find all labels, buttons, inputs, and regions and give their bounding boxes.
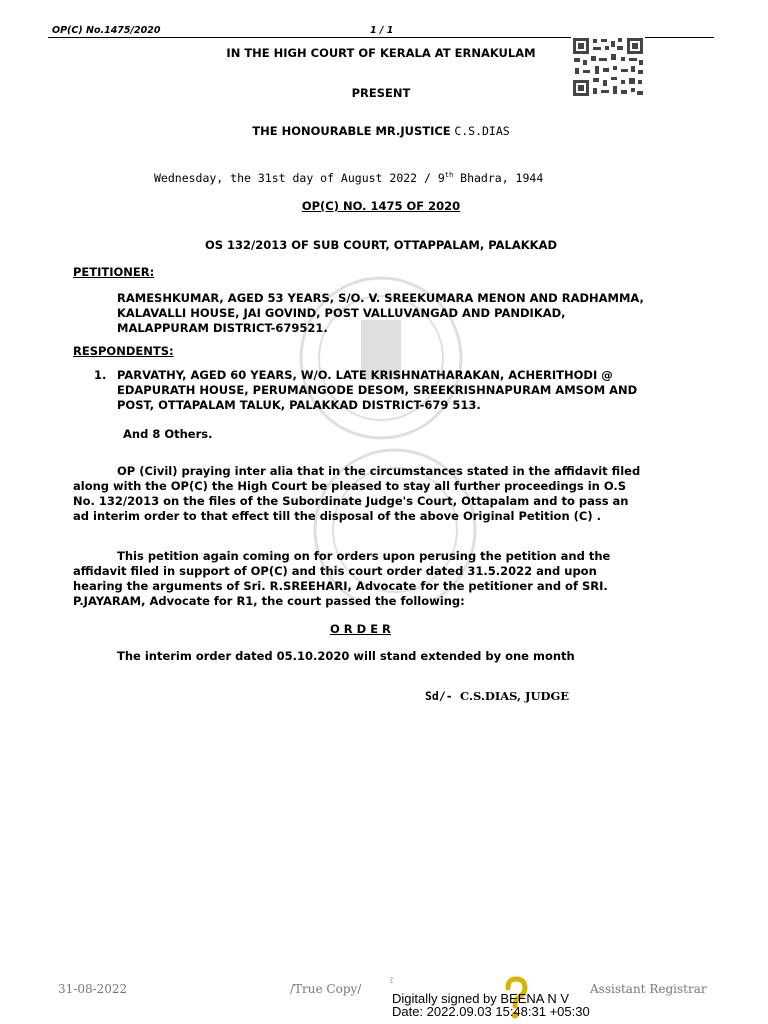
hearing-paragraph bbox=[73, 549, 673, 609]
judge-signature-name: C.S.DIAS, JUDGE bbox=[460, 689, 570, 703]
prayer-line: ad interim order to that effect till the disposal of the above Original Petition (C) . bbox=[73, 509, 601, 523]
sign-mark-icon: ⟟ bbox=[390, 976, 394, 986]
signature-line bbox=[425, 689, 569, 703]
petitioner-line: KALAVALLI HOUSE, JAI GOVIND, POST VALLUVANGAD AND PANDIKAD, bbox=[117, 306, 566, 320]
header-page-number: 1 / 1 bbox=[370, 25, 394, 36]
footer-assistant-registrar: Assistant Registrar bbox=[590, 982, 707, 996]
petitioner-label: PETITIONER: bbox=[73, 265, 155, 279]
header-case-ref: OP(C) No.1475/2020 bbox=[52, 25, 161, 36]
case-number: OP(C) NO. 1475 OF 2020 bbox=[301, 199, 461, 213]
respondent-address bbox=[117, 368, 637, 413]
prayer-line: No. 132/2013 on the files of the Subordinate Judge's Court, Ottapalam and to pass an bbox=[73, 494, 629, 508]
present-label: PRESENT bbox=[351, 86, 411, 100]
hearing-line: hearing the arguments of Sri. R.SREEHARI, Advocate for the petitioner and of SRI. bbox=[73, 579, 608, 593]
digital-signature-name: Digitally signed by BEENA N V bbox=[392, 991, 570, 1006]
os-line: OS 132/2013 OF SUB COURT, OTTAPPALAM, PALAKKAD bbox=[204, 238, 558, 252]
respondent-line: PARVATHY, AGED 60 YEARS, W/O. LATE KRISHNATHARAKAN, ACHERITHODI @ bbox=[117, 368, 613, 382]
sd-prefix: Sd/- bbox=[425, 689, 453, 703]
date-prefix: Wednesday, the 31st day of August 2022 / 9 bbox=[154, 171, 445, 185]
respondents-label: RESPONDENTS: bbox=[73, 344, 174, 358]
prayer-line: OP (Civil) praying inter alia that in the circumstances stated in the affidavit filed bbox=[117, 464, 641, 478]
court-title: IN THE HIGH COURT OF KERALA AT ERNAKULAM bbox=[226, 46, 536, 60]
petitioner-line: RAMESHKUMAR, AGED 53 YEARS, S/O. V. SREEKUMARA MENON AND RADHAMMA, bbox=[117, 291, 644, 305]
date-line bbox=[154, 171, 543, 185]
order-heading: O R D E R bbox=[330, 622, 391, 636]
order-text: The interim order dated 05.10.2020 will stand extended by one month bbox=[117, 649, 575, 663]
footer-true-copy: /True Copy/ bbox=[290, 982, 362, 996]
hearing-line: P.JAYARAM, Advocate for R1, the court passed the following: bbox=[73, 594, 465, 608]
others-note: And 8 Others. bbox=[123, 427, 213, 441]
petitioner-line: MALAPPURAM DISTRICT-679521. bbox=[117, 321, 328, 335]
prayer-line: along with the OP(C) the High Court be pleased to stay all further proceedings in O.S bbox=[73, 479, 627, 493]
date-superscript: th bbox=[444, 171, 454, 180]
judge-name: C.S.DIAS bbox=[454, 124, 510, 138]
petitioner-address bbox=[117, 291, 644, 336]
prayer-paragraph bbox=[73, 464, 673, 524]
respondent-line: POST, OTTAPALAM TALUK, PALAKKAD DISTRICT-679 513. bbox=[117, 398, 481, 412]
footer-date: 31-08-2022 bbox=[58, 982, 128, 996]
digital-signature-date: Date: 2022.09.03 15:48:31 +05:30 bbox=[392, 1004, 590, 1019]
date-suffix: Bhadra, 1944 bbox=[453, 171, 544, 185]
hearing-line: affidavit filed in support of OP(C) and this court order dated 31.5.2022 and upon bbox=[73, 564, 597, 578]
judge-title: THE HONOURABLE MR.JUSTICE bbox=[252, 124, 451, 138]
respondent-number: 1. bbox=[94, 368, 107, 382]
hearing-line: This petition again coming on for orders upon perusing the petition and the bbox=[117, 549, 611, 563]
respondent-line: EDAPURATH HOUSE, PERUMANGODE DESOM, SREEKRISHNAPURAM AMSOM AND bbox=[117, 383, 638, 397]
judge-line bbox=[48, 124, 714, 138]
